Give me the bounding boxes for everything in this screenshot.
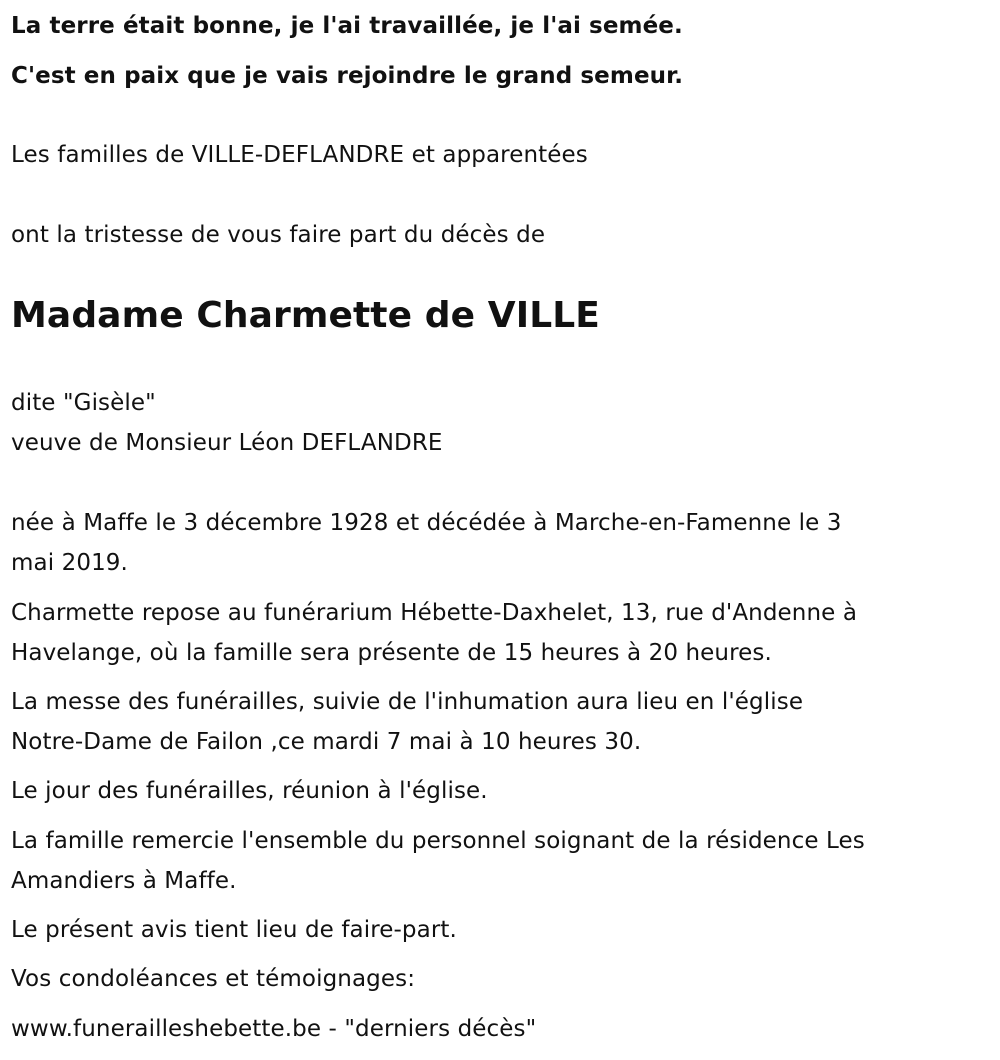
widow-line: veuve de Monsieur Léon DEFLANDRE	[11, 430, 443, 456]
thanks-line-1: La famille remercie l'ensemble du personnel soignant de la résidence Les	[11, 828, 865, 854]
condolences-line: Vos condoléances et témoignages:	[11, 966, 416, 992]
website-link[interactable]: www.funerailleshebette.be - "derniers décès"	[11, 1016, 537, 1042]
families-line: Les familles de VILLE-DEFLANDRE et apparentées	[11, 142, 588, 168]
birth-death-line-1: née à Maffe le 3 décembre 1928 et décédée à Marche-en-Famenne le 3	[11, 510, 842, 536]
funerarium-line-2: Havelange, où la famille sera présente de 15 heures à 20 heures.	[11, 640, 772, 666]
funerarium-line-1: Charmette repose au funérarium Hébette-Daxhelet, 13, rue d'Andenne à	[11, 600, 858, 626]
quote-line-2: C'est en paix que je vais rejoindre le grand semeur.	[11, 63, 684, 89]
birth-death-line-2: mai 2019.	[11, 550, 128, 576]
announcement-line: ont la tristesse de vous faire part du décès de	[11, 222, 546, 248]
mass-line-2: Notre-Dame de Failon ,ce mardi 7 mai à 10 heures 30.	[11, 729, 642, 755]
deceased-name: Madame Charmette de VILLE	[11, 295, 600, 336]
meeting-line: Le jour des funérailles, réunion à l'église.	[11, 778, 488, 804]
quote-line-1: La terre était bonne, je l'ai travaillée, je l'ai semée.	[11, 13, 683, 39]
notice-line: Le présent avis tient lieu de faire-part.	[11, 917, 457, 943]
thanks-line-2: Amandiers à Maffe.	[11, 868, 237, 894]
nickname-line: dite "Gisèle"	[11, 390, 156, 416]
mass-line-1: La messe des funérailles, suivie de l'inhumation aura lieu en l'église	[11, 689, 804, 715]
